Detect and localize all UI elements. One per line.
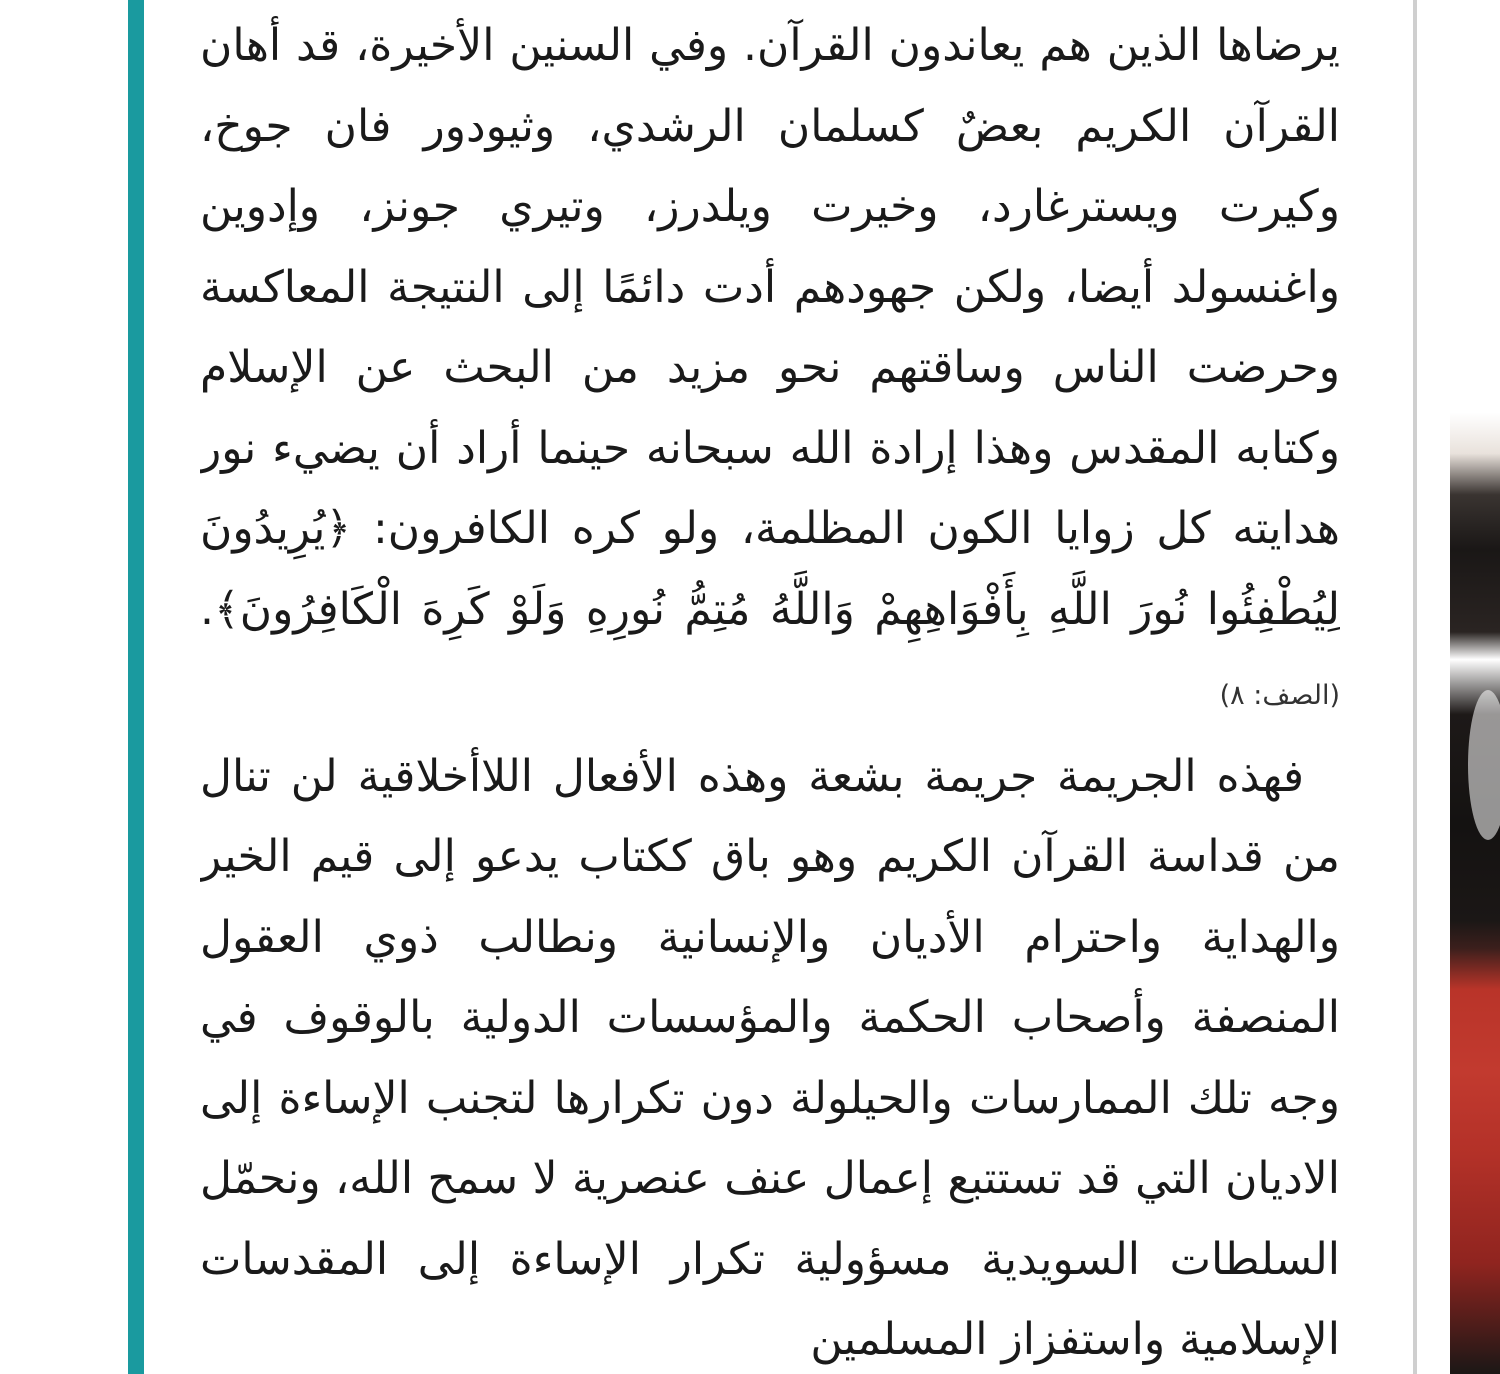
left-margin <box>0 0 128 1374</box>
column-gutter <box>1417 0 1450 1374</box>
cropped-photo <box>1450 0 1500 1374</box>
verse-separator: . <box>200 583 214 635</box>
verse-citation: (الصف: ٨) <box>1219 680 1340 711</box>
quran-verse: ﴿يُرِيدُونَ لِيُطْفِئُوا نُورَ اللَّهِ بِأَفْوَاهِهِمْ وَاللَّهُ مُتِمُّ نُورِهِ وَلَوْ كَرِهَ الْكَافِرُونَ﴾ <box>200 503 1340 635</box>
paragraph-1-lead: يرضاها الذين هم يعاندون القرآن. وفي السنين الأخيرة، قد أهان القرآن الكريم بعضٌ كسلمان الرشدي، وثيودور فان جوخ، وكيرت ويسترغارد، وخيرت ويلدرز، وتيري جونز، وإدوين واغنسولد أيضا، ولكن جهودهم أدت دائمًا إلى النتيجة المعاكسة وحرضت الناس وساقتهم نحو مزيد من البحث عن الإسلام وكتابه المقدس وهذا إرادة الله سبحانه حينما أراد أن يضيء نور هدايته كل زوايا الكون المظلمة، ولو كره الكافرون: <box>200 20 1340 554</box>
article-paragraph-2: فهذه الجريمة جريمة بشعة وهذه الأفعال اللاأخلاقية لن تنال من قداسة القرآن الكريم وهو باق ككتاب يدعو إلى قيم الخير والهداية واحترام الأديان والإنسانية ونطالب ذوي العقول المنصفة وأصحاب الحكمة والمؤسسات الدولية بالوقوف في وجه تلك الممارسات والحيلولة دون تكرارها لتجنب الإساءة إلى الاديان التي قد تستتبع إعمال عنف عنصرية لا سمح الله، ونحمّل السلطات السويدية مسؤولية تكرار الإساءة إلى المقدسات الإسلامية واستفزاز المسلمين <box>200 750 1340 1365</box>
article-paragraph-1 <box>200 6 1340 737</box>
photo-highlight <box>1468 690 1500 840</box>
article-text-column <box>200 6 1340 1374</box>
accent-rule <box>128 0 144 1374</box>
